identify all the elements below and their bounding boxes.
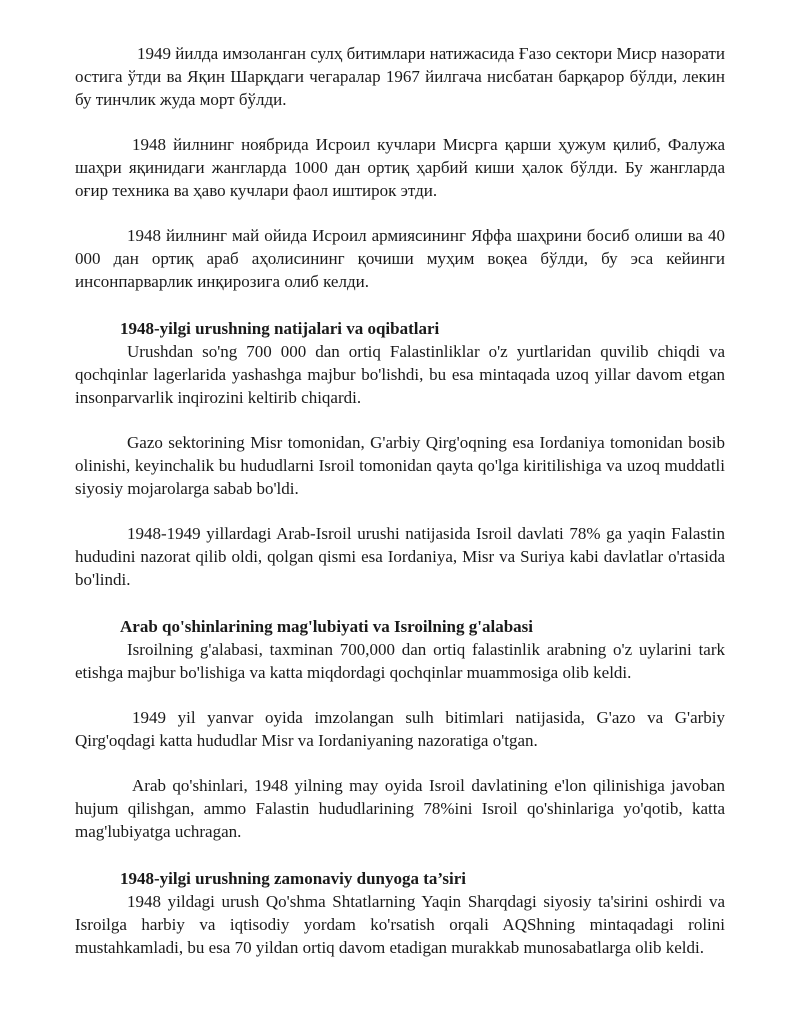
document-page [75, 42, 725, 981]
paragraph: 1948 йилнинг май ойида Исроил армиясининг Яффа шаҳрини босиб олиши ва 40 000 дан ортиқ араб аҳолисининг қочиши муҳим воқеа бўлди, бу эса кейинги инсонпарварлик инқирозига олиб келди. [75, 226, 725, 291]
paragraph: 1948 йилнинг ноябрида Исроил кучлари Мисрга қарши ҳужум қилиб, Фалужа шаҳри яқинидаги жангларда 1000 дан ортиқ ҳарбий киши ҳалок бўлди. Бу жангларда оғир техника ва ҳаво кучлари фаол иштирок этди. [75, 135, 725, 200]
section-heading: 1948-yilgi urushning zamonaviy dunyoga ta’siri [120, 869, 467, 888]
paragraph: 1949 йилда имзоланган сулҳ битимлари натижасида Ғазо сектори Миср назорати остига ўтди ва Яқин Шарқдаги чегаралар 1967 йилгача нисбатан барқарор бўлди, лекин бу тинчлик жуда морт бўлди. [75, 44, 725, 109]
paragraph: 1948 yildagi urush Qo'shma Shtatlarning Yaqin Sharqdagi siyosiy ta'sirini oshirdi va Isroilga harbiy va iqtisodiy yordam ko'rsatish orqali AQShning mintaqadagi rolini mustahkamladi, bu esa 70 yildan ortiq davom etadigan murakkab munosabatlarga olib keldi. [75, 892, 725, 957]
paragraph: 1949 yil yanvar oyida imzolangan sulh bitimlari natijasida, G'azo va G'arbiy Qirg'oqdagi katta hududlar Misr va Iordaniyaning nazoratiga o'tgan. [75, 708, 725, 750]
paragraph: Gazo sektorining Misr tomonidan, G'arbiy Qirg'oqning esa Iordaniya tomonidan bosib olinishi, keyinchalik bu hududlarni Isroil tomonidan qayta qo'lga kiritilishiga va uzoq muddatli siyosiy mojarolarga sabab bo'ldi. [75, 433, 725, 498]
paragraph: Arab qo'shinlari, 1948 yilning may oyida Isroil davlatining e'lon qilinishiga javoban hujum qilishgan, ammo Falastin hududlarining 78%ini Isroil qo'shinlariga yo'qotib, katta mag'lubiyatga uchragan. [75, 776, 725, 841]
paragraph: Isroilning g'alabasi, taxminan 700,000 dan ortiq falastinlik arabning o'z uylarini tark etishga majbur bo'lishiga va katta miqdordagi qochqinlar muammosiga olib keldi. [75, 640, 725, 682]
section-heading: Arab qo'shinlarining mag'lubiyati va Isroilning g'alabasi [120, 617, 533, 636]
paragraph: Urushdan so'ng 700 000 dan ortiq Falastinliklar o'z yurtlaridan quvilib chiqdi va qochqinlar lagerlarida yashashga majbur bo'lishdi, bu esa mintaqada uzoq yillar davom etgan insonparvarlik inqirozini keltirib chiqardi. [75, 342, 725, 407]
paragraph: 1948-1949 yillardagi Arab-Isroil urushi natijasida Isroil davlati 78% ga yaqin Falastin hududini nazorat qilib oldi, qolgan qismi esa Iordaniya, Misr va Suriya kabi davlatlar o'rtasida bo'lindi. [75, 524, 725, 589]
section-heading: 1948-yilgi urushning natijalari va oqibatlari [120, 319, 440, 338]
